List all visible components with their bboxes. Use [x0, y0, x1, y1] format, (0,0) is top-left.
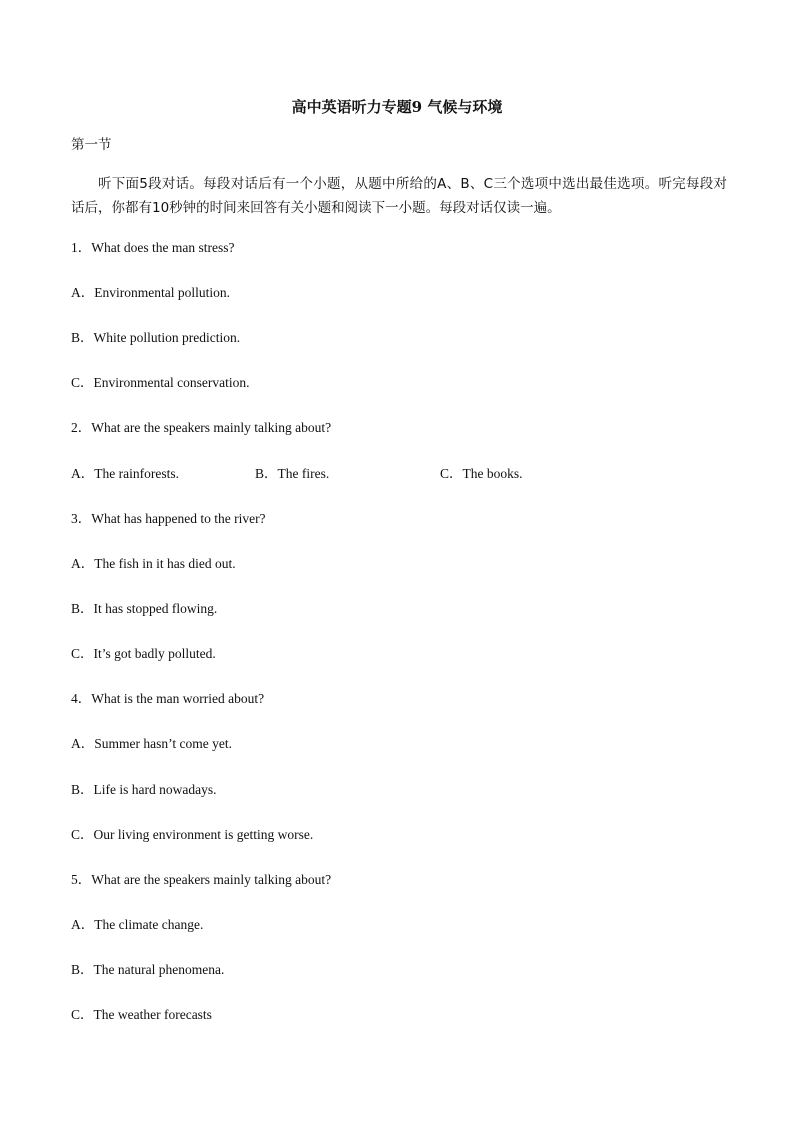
- question-1-option-a: A．Environmental pollution.: [71, 285, 230, 300]
- question-3-option-b: B．It has stopped flowing.: [71, 601, 218, 616]
- question-4-option-b: B．Life is hard nowadays.: [71, 782, 217, 797]
- question-2-option-a: A．The rainforests.: [71, 466, 179, 481]
- question-1-option-c: C．Environmental conservation.: [71, 375, 250, 390]
- question-2-option-c: C．The books.: [440, 466, 523, 481]
- question-5-option-b: B．The natural phenomena.: [71, 962, 225, 977]
- question-4-option-a: A．Summer hasn’t come yet.: [71, 736, 232, 751]
- question-1-stem: 1．What does the man stress?: [71, 240, 235, 255]
- question-3-option-a: A．The fish in it has died out.: [71, 556, 236, 571]
- question-2-stem: 2．What are the speakers mainly talking about?: [71, 420, 332, 435]
- document-title: 高中英语听力专题9 气候与环境: [291, 98, 503, 116]
- question-5-stem: 5．What are the speakers mainly talking about?: [71, 872, 332, 887]
- question-4-option-c: C．Our living environment is getting worse.: [71, 827, 314, 842]
- question-2-option-b: B．The fires.: [255, 466, 330, 481]
- question-1-option-b: B．White pollution prediction.: [71, 330, 241, 345]
- question-3-option-c: C．It’s got badly polluted.: [71, 646, 216, 661]
- section-heading: 第一节: [71, 137, 112, 153]
- instructions-paragraph: 听下面5段对话。每段对话后有一个小题，从题中所给的A、B、C三个选项中选出最佳选项。听完每段对话后，你都有10秒钟的时间来回答有关小题和阅读下一小题。每段对话仅读一遍。: [71, 176, 727, 216]
- question-5-option-c: C．The weather forecasts: [71, 1007, 212, 1022]
- question-4-stem: 4．What is the man worried about?: [71, 691, 265, 706]
- question-3-stem: 3．What has happened to the river?: [71, 511, 266, 526]
- question-5-option-a: A．The climate change.: [71, 917, 204, 932]
